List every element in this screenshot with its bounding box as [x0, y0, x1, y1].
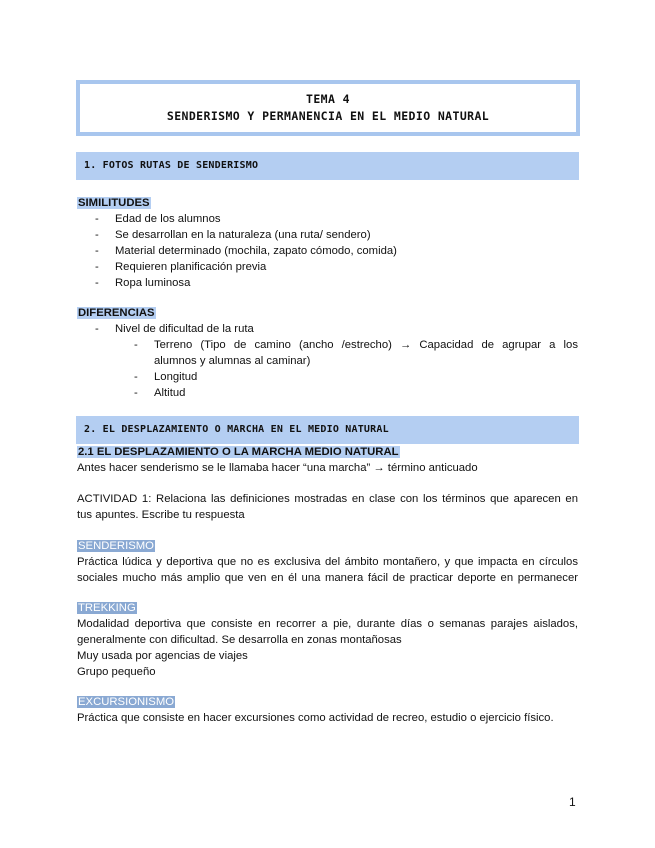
activity-text-line-2: tus apuntes. Escribe tu respuesta [77, 509, 245, 521]
diferencias-item-text: Nivel de dificultad de la ruta [115, 323, 254, 335]
section-1-heading-text: 1. FOTOS RUTAS DE SENDERISMO [84, 160, 259, 171]
similitudes-label-text: SIMILITUDES [78, 197, 150, 209]
subsection-heading [77, 444, 400, 460]
page-number: 1 [569, 795, 576, 809]
similitudes-item-text: Se desarrollan en la naturaleza (una ruta/ sendero) [115, 229, 371, 241]
term-definition-line: sociales mucho más amplio que ven en él una manera fácil de practicar deporte en permanecer [77, 572, 578, 584]
document-page: TEMA 4 SENDERISMO Y PERMANENCIA EN EL MEDIO NATURAL 1. FOTOS RUTAS DE SENDERISMO SIMILITUDES - Edad de los alumnos - Se desarrollan en la naturaleza (una ruta/ sendero) - Material determinado (mochila, zapato cómodo, comida) - Requieren planificación previa - Ropa luminosa DIFERENCIAS - Nivel de dificultad de la ruta - Terreno (Tipo de camino (ancho /estrecho) → Capacidad de agrupar a los alumnos y alumnas al caminar) - Longitud - Altitud 2. EL DESPLAZAMIENTO O MARCHA EN EL MEDIO NATURAL 2.1 EL DESPLAZAMIENTO O LA MARCHA MEDIO NATURAL Antes hacer senderismo se le llamaba hacer “una marcha” → término anticuado ACTIVIDAD 1: Relaciona las definiciones mostradas en clase con los términos que aparecen en tus apuntes. Escribe tu respuesta SENDERISMO Práctica lúdica y deportiva que no es exclusiva del ámbito montañero, y que impacta en círculos sociales mucho más amplio que ven en él una manera fácil de practicar deporte en permanecer TREKKING Modalidad deportiva que consiste en recorrer a pie, durante días o semanas parajes aislados, generalmente con dificultad. Se desarrolla en zonas montañosas Muy usada por agencias de viajes Grupo pequeño EXCURSIONISMO Práctica que consiste en hacer excursiones como actividad de recreo, estudio o ejercicio físico. 1 [0, 0, 655, 848]
term-definition-line: Práctica que consiste en hacer excursiones como actividad de recreo, estudio o ejercicio físico. [77, 712, 554, 724]
term-definition-line: Grupo pequeño [77, 666, 156, 678]
term-label [77, 694, 175, 710]
similitudes-label [77, 195, 151, 211]
term-label-text: TREKKING [78, 602, 136, 614]
diferencias-subitem-text: Terreno (Tipo de camino (ancho /estrecho) → Capacidad de agrupar a los [154, 339, 578, 351]
diferencias-subitem-text: Longitud [154, 371, 198, 383]
activity-text-line-1: ACTIVIDAD 1: Relaciona las definiciones mostradas en clase con los términos que aparecen en [77, 493, 578, 505]
term-label [77, 538, 155, 554]
diferencias-subitem-continuation: alumnos y alumnas al caminar) [154, 355, 311, 367]
subsection-heading-text: 2.1 EL DESPLAZAMIENTO O LA MARCHA MEDIO NATURAL [78, 446, 399, 458]
term-definition-line: generalmente con dificultad. Se desarrolla en zonas montañosas [77, 634, 402, 646]
term-label-text: SENDERISMO [78, 540, 154, 552]
section-1-heading [76, 152, 579, 180]
title-box [76, 80, 580, 136]
diferencias-label-text: DIFERENCIAS [78, 307, 155, 319]
term-definition-line: Muy usada por agencias de viajes [77, 650, 248, 662]
title-topic: TEMA 4 [306, 92, 350, 106]
similitudes-item-text: Ropa luminosa [115, 277, 191, 289]
diferencias-label [77, 305, 156, 321]
section-2-heading-text: 2. EL DESPLAZAMIENTO O MARCHA EN EL MEDIO NATURAL [84, 424, 389, 435]
similitudes-item-text: Requieren planificación previa [115, 261, 267, 273]
term-definition-line: Práctica lúdica y deportiva que no es exclusiva del ámbito montañero, y que impacta en círculos [77, 556, 578, 568]
term-label [77, 600, 137, 616]
diferencias-subitem-text: Altitud [154, 387, 186, 399]
similitudes-item-text: Material determinado (mochila, zapato cómodo, comida) [115, 245, 397, 257]
intro-text: Antes hacer senderismo se le llamaba hacer “una marcha” → término anticuado [77, 462, 478, 474]
section-2-heading [76, 416, 579, 444]
term-definition-line: Modalidad deportiva que consiste en recorrer a pie, durante días o semanas parajes aislados, [77, 618, 578, 630]
title-main: SENDERISMO Y PERMANENCIA EN EL MEDIO NATURAL [166, 109, 490, 123]
term-label-text: EXCURSIONISMO [78, 696, 175, 708]
similitudes-item-text: Edad de los alumnos [115, 213, 221, 225]
